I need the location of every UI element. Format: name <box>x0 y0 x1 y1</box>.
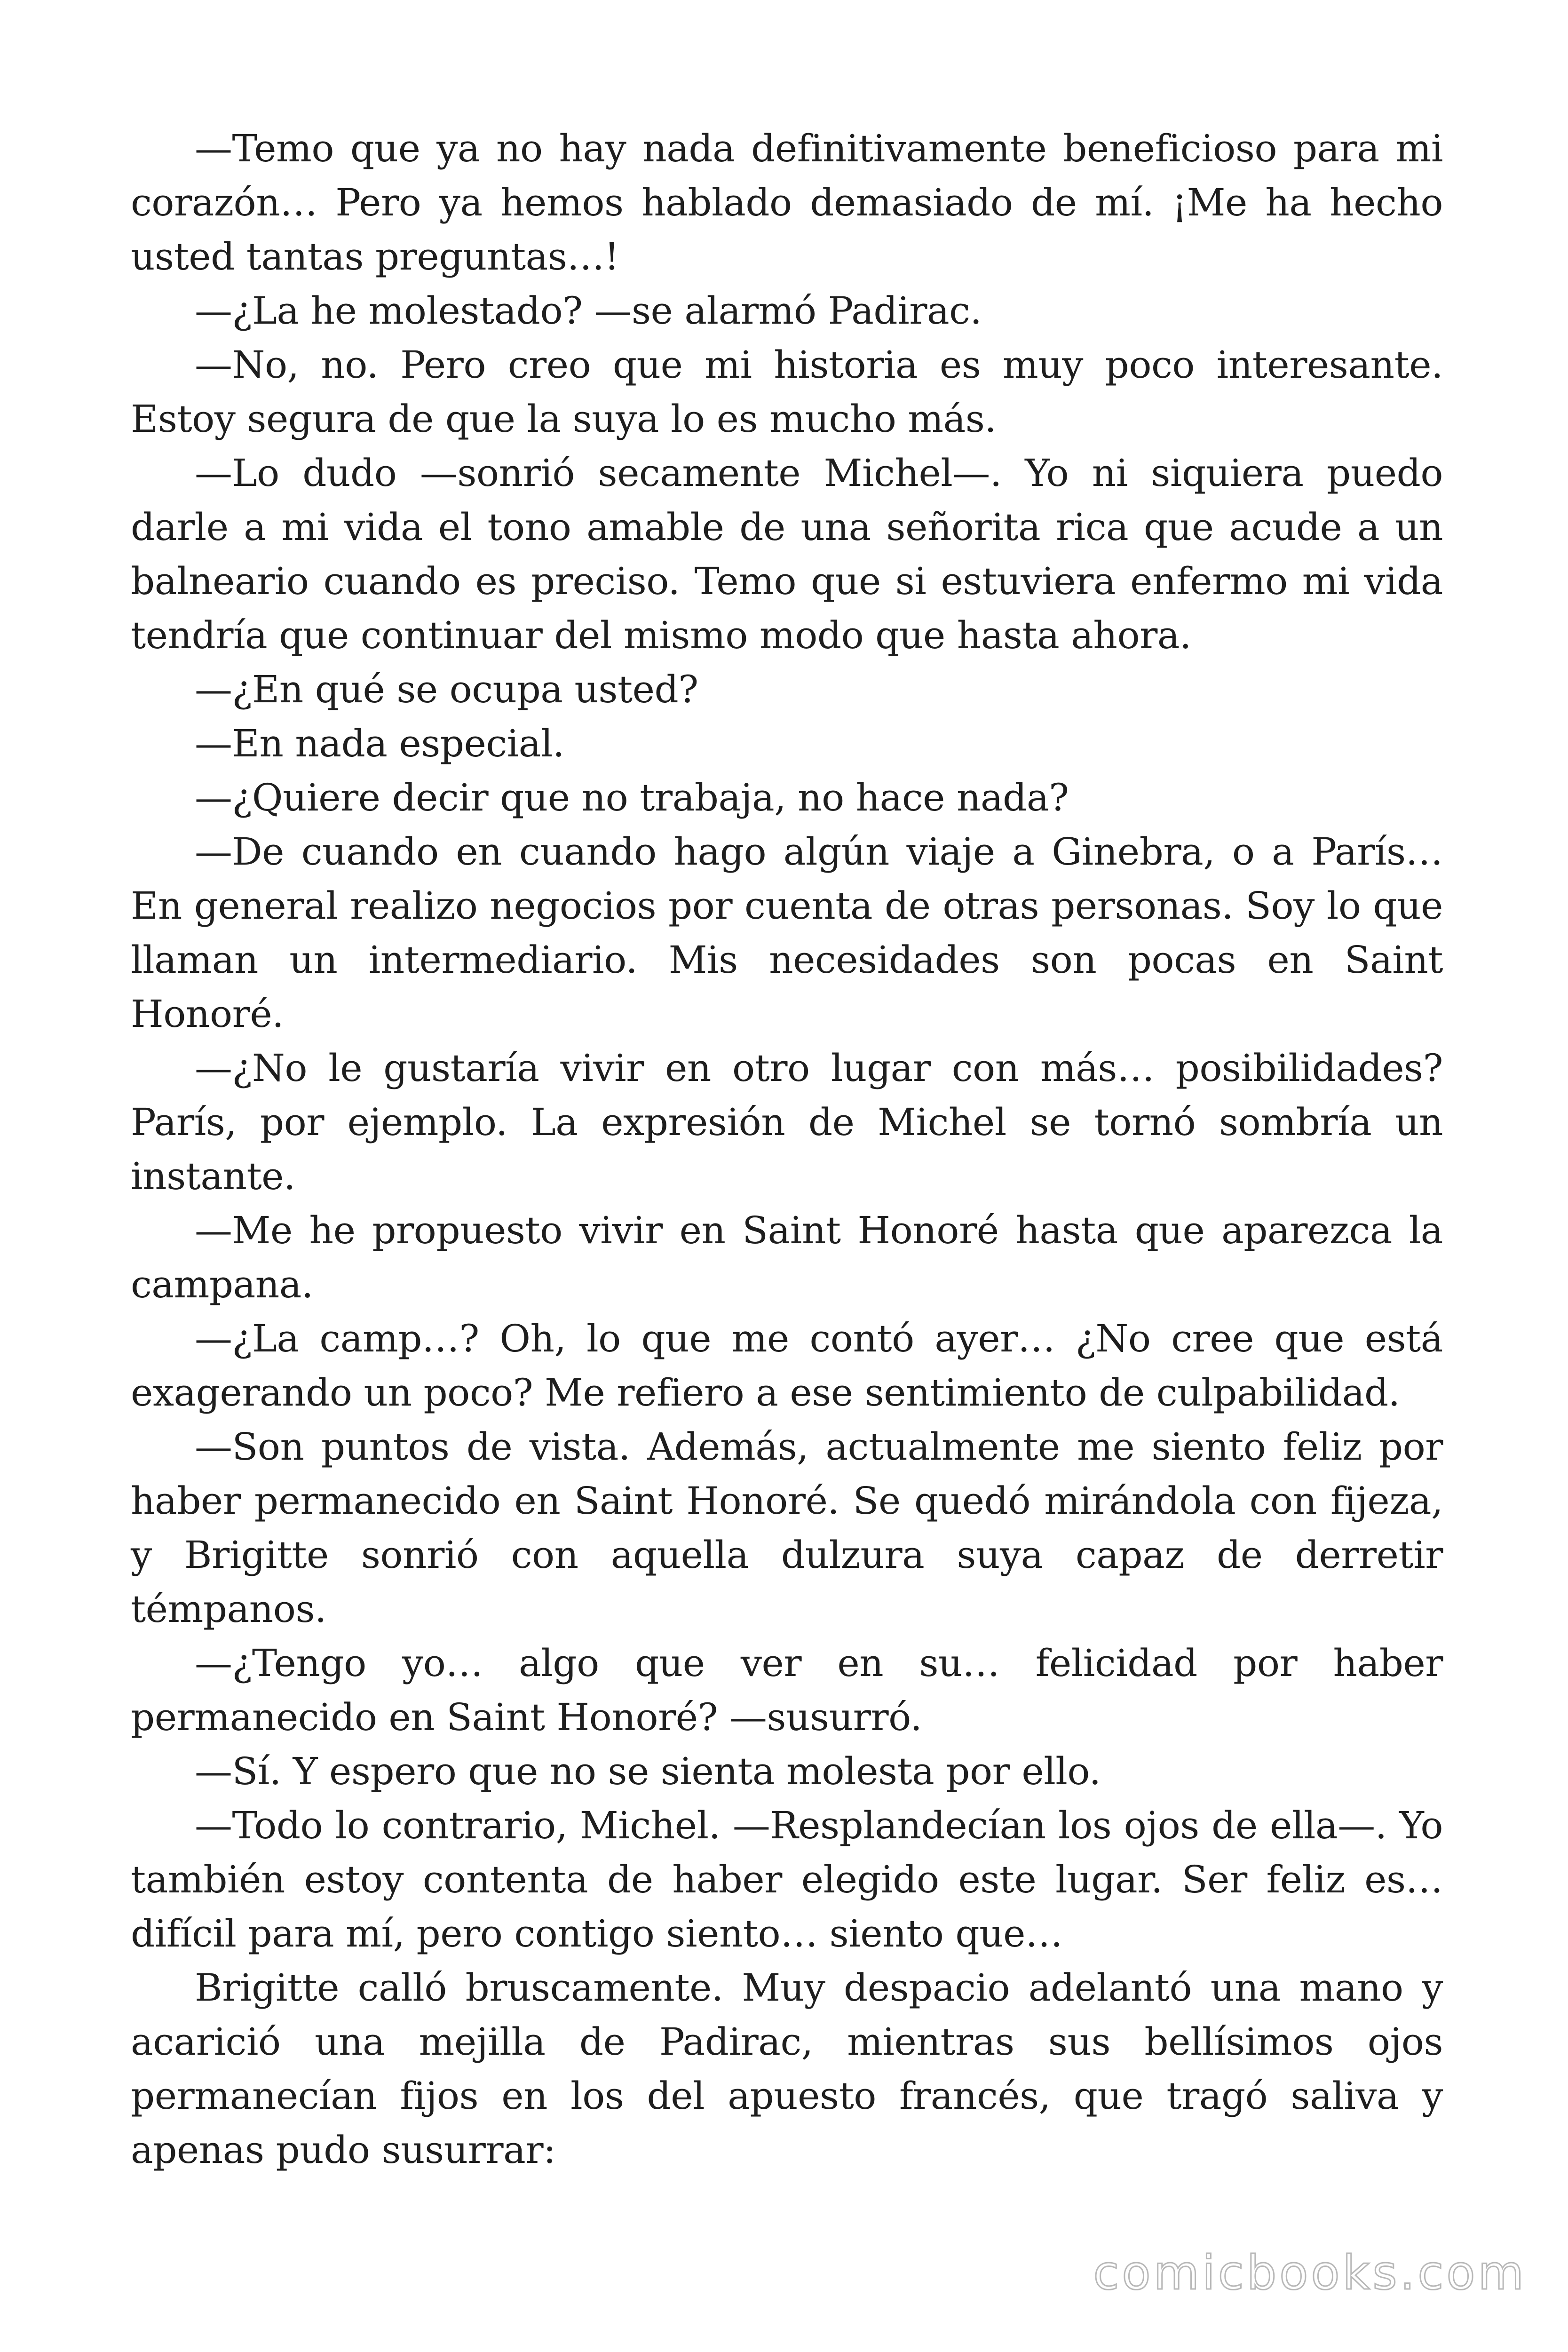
watermark-text: comicbooks.com <box>1093 2245 1527 2300</box>
paragraph-4: —Lo dudo —sonrió secamente Michel—. Yo ni siquiera puedo darle a mi vida el tono amable de una señorita rica que acude a un balneario cuando es preciso. Temo que si estuviera enfermo mi vida tendría que continuar del mismo modo que hasta ahora. <box>131 451 1443 657</box>
paragraph-1: —Temo que ya no hay nada definitivamente beneficioso para mi corazón… Pero ya hemos hablado demasiado de mí. ¡Me ha hecho usted tantas preguntas…! <box>131 127 1443 278</box>
paragraph-12: —Son puntos de vista. Además, actualmente me siento feliz por haber permanecido en Saint Honoré. Se quedó mirándola con fijeza, y Brigitte sonrió con aquella dulzura suya capaz de derretir témpanos. <box>131 1425 1443 1631</box>
page-body <box>131 121 1443 2177</box>
paragraph-6: —En nada especial. <box>195 722 564 765</box>
paragraph-10: —Me he propuesto vivir en Saint Honoré hasta que aparezca la campana. <box>131 1208 1443 1306</box>
paragraph-14: —Sí. Y espero que no se sienta molesta por ello. <box>195 1749 1101 1793</box>
paragraph-15: —Todo lo contrario, Michel. —Resplandecían los ojos de ella—. Yo también estoy contenta de haber elegido este lugar. Ser feliz es… difícil para mí, pero contigo siento… siento que… <box>131 1804 1443 1955</box>
paragraph-16: Brigitte calló bruscamente. Muy despacio adelantó una mano y acarició una mejilla de Padirac, mientras sus bellísimos ojos permanecían fijos en los del apuesto francés, que tragó saliva y apenas pudo susurrar: <box>131 1966 1443 2172</box>
paragraph-5: —¿En qué se ocupa usted? <box>195 667 698 711</box>
paragraph-7: —¿Quiere decir que no trabaja, no hace nada? <box>195 776 1069 819</box>
paragraph-9: —¿No le gustaría vivir en otro lugar con más… posibilidades? París, por ejemplo. La expresión de Michel se tornó sombría un instante. <box>131 1046 1443 1198</box>
paragraph-8: —De cuando en cuando hago algún viaje a Ginebra, o a París… En general realizo negocios por cuenta de otras personas. Soy lo que llaman un intermediario. Mis necesidades son pocas en Saint Honoré. <box>131 830 1443 1036</box>
paragraph-3: —No, no. Pero creo que mi historia es muy poco interesante. Estoy segura de que la suya lo es mucho más. <box>131 343 1443 441</box>
paragraph-13: —¿Tengo yo… algo que ver en su… felicidad por haber permanecido en Saint Honoré? —susurró. <box>131 1641 1443 1739</box>
paragraph-2: —¿La he molestado? —se alarmó Padirac. <box>195 289 982 333</box>
paragraph-11: —¿La camp…? Oh, lo que me contó ayer… ¿No cree que está exagerando un poco? Me refiero a ese sentimiento de culpabilidad. <box>131 1317 1443 1414</box>
